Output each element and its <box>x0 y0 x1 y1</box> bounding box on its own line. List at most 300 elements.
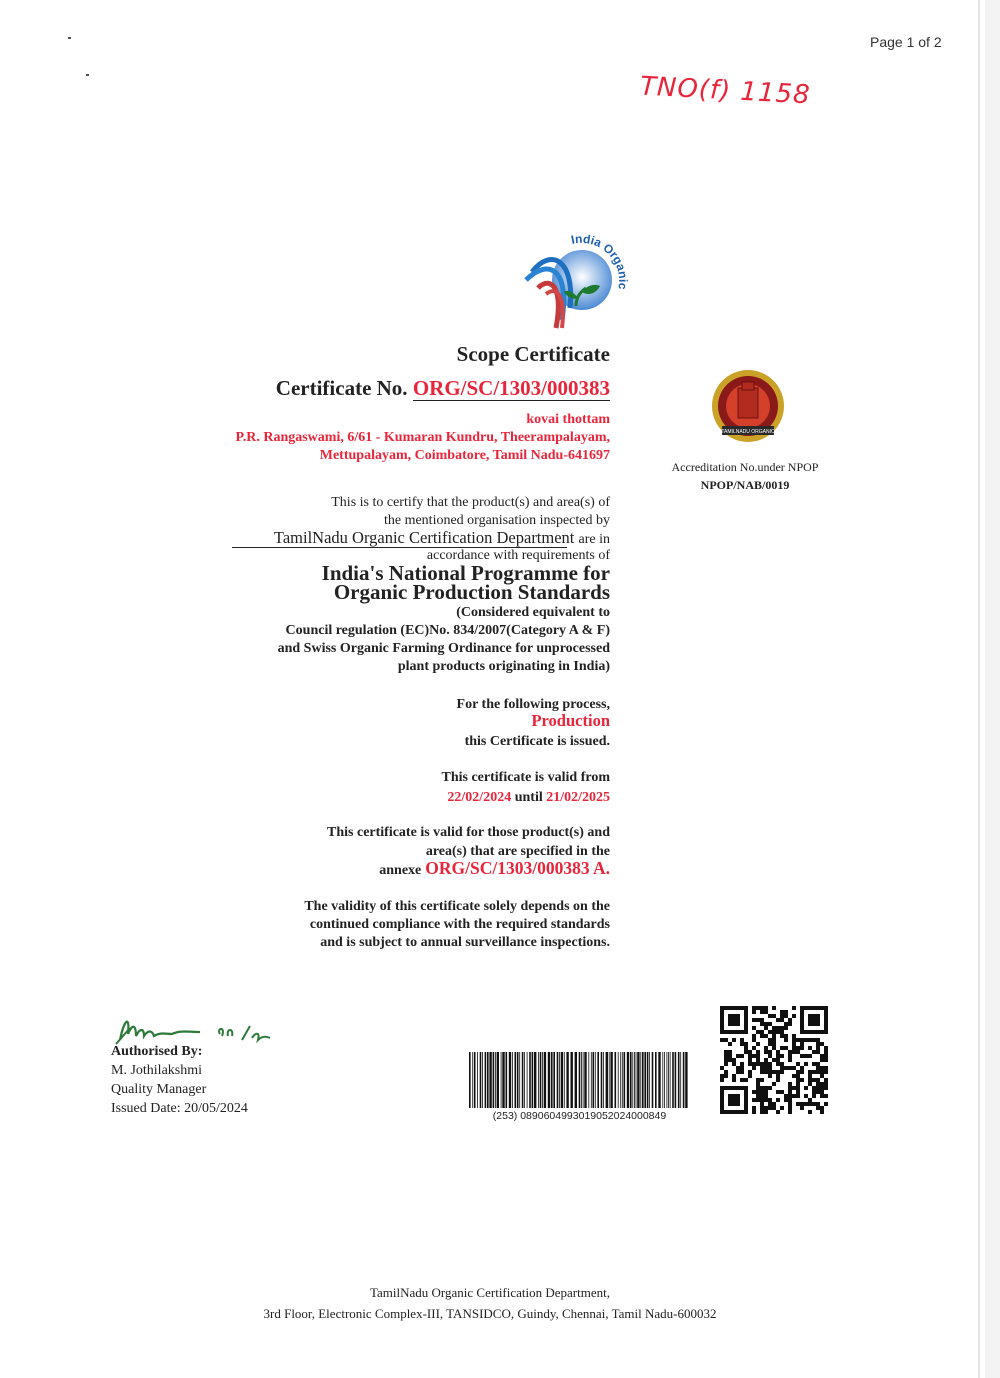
operator-address-line2: Mettupalayam, Coimbatore, Tamil Nadu-641697 <box>319 448 610 463</box>
qr-module <box>764 1094 768 1098</box>
qr-module <box>764 1046 768 1050</box>
page-number: Page 1 of 2 <box>870 34 942 50</box>
qr-module <box>784 1014 788 1018</box>
barcode-bar <box>644 1052 646 1108</box>
qr-module <box>812 1062 816 1066</box>
certificate-number-label: Certificate No. <box>275 376 408 400</box>
qr-module <box>792 1066 796 1070</box>
qr-module <box>728 1050 732 1054</box>
qr-module <box>788 1094 792 1098</box>
qr-module <box>784 1034 788 1038</box>
qr-module <box>740 1070 744 1074</box>
qr-finder-center <box>808 1014 820 1026</box>
qr-module <box>772 1034 776 1038</box>
qr-module <box>792 1038 796 1042</box>
qr-module <box>816 1082 820 1086</box>
qr-module <box>824 1086 828 1090</box>
qr-module <box>724 1038 728 1042</box>
qr-code <box>720 1006 828 1114</box>
qr-module <box>788 1050 792 1054</box>
footer-line-1: TamilNadu Organic Certification Department, <box>370 1285 610 1300</box>
qr-module <box>804 1054 808 1058</box>
qr-module <box>816 1038 820 1042</box>
qr-module <box>788 1102 792 1106</box>
barcode-bar <box>559 1052 560 1108</box>
qr-module <box>772 1046 776 1050</box>
qr-module <box>760 1030 764 1034</box>
qr-module <box>752 1034 756 1038</box>
qr-module <box>732 1074 736 1078</box>
qr-module <box>792 1006 796 1010</box>
operator-name: kovai thottam <box>526 412 610 427</box>
scope-line-1: This certificate is valid for those product(s) and <box>327 825 610 840</box>
qr-module <box>752 1054 756 1058</box>
qr-module <box>760 1098 764 1102</box>
issued-date: Issued Date: 20/05/2024 <box>111 1101 248 1116</box>
barcode-bar <box>597 1052 599 1108</box>
barcode-bar <box>553 1052 555 1108</box>
qr-module <box>764 1050 768 1054</box>
qr-module <box>796 1046 800 1050</box>
qr-module <box>816 1090 820 1094</box>
barcode-bar <box>618 1052 619 1108</box>
qr-module <box>820 1094 824 1098</box>
qr-module <box>756 1090 760 1094</box>
qr-module <box>748 1070 752 1074</box>
qr-module <box>788 1106 792 1110</box>
qr-module <box>792 1050 796 1054</box>
qr-module <box>776 1018 780 1022</box>
india-organic-logo <box>520 228 630 338</box>
barcode-bar <box>670 1052 671 1108</box>
barcode-bar <box>640 1052 641 1108</box>
qr-module <box>800 1046 804 1050</box>
qr-module <box>728 1058 732 1062</box>
barcode-bar <box>502 1052 504 1108</box>
qr-module <box>804 1102 808 1106</box>
certify-line-1: This is to certify that the product(s) and area(s) of <box>331 495 610 510</box>
qr-module <box>816 1066 820 1070</box>
barcode-bar <box>561 1052 563 1108</box>
qr-module <box>772 1038 776 1042</box>
qr-module <box>820 1106 824 1110</box>
barcode-bar <box>527 1052 528 1108</box>
qr-module <box>724 1074 728 1078</box>
qr-module <box>756 1058 760 1062</box>
accreditation-label: Accreditation No.under NPOP <box>671 460 819 474</box>
qr-module <box>792 1086 796 1090</box>
qr-module <box>780 1014 784 1018</box>
qr-module <box>720 1074 724 1078</box>
barcode-bar <box>662 1052 663 1108</box>
qr-module <box>776 1074 780 1078</box>
qr-module <box>816 1050 820 1054</box>
valid-until-date: 21/02/2025 <box>546 790 610 805</box>
qr-module <box>724 1054 728 1058</box>
qr-module <box>784 1094 788 1098</box>
qr-module <box>760 1094 764 1098</box>
qr-module <box>800 1078 804 1082</box>
qr-module <box>724 1058 728 1062</box>
qr-module <box>784 1046 788 1050</box>
barcode-bar <box>542 1052 543 1108</box>
barcode-bar <box>668 1052 669 1108</box>
qr-module <box>796 1062 800 1066</box>
barcode-bar <box>591 1052 592 1108</box>
barcode-bar <box>579 1052 581 1108</box>
qr-module <box>796 1078 800 1082</box>
qr-module <box>784 1022 788 1026</box>
qr-module <box>744 1078 748 1082</box>
qr-module <box>756 1098 760 1102</box>
barcode-bar <box>551 1052 553 1108</box>
qr-module <box>776 1054 780 1058</box>
scanner-margin <box>985 0 1000 1378</box>
valid-from-label: This certificate is valid from <box>441 770 610 785</box>
qr-module <box>788 1082 792 1086</box>
qr-module <box>804 1062 808 1066</box>
barcode-bar <box>636 1052 637 1108</box>
qr-module <box>764 1086 768 1090</box>
scan-speck <box>68 37 71 39</box>
barcode-bar <box>672 1052 674 1108</box>
qr-module <box>808 1082 812 1086</box>
qr-module <box>764 1006 768 1010</box>
certificate-number-line <box>150 376 610 401</box>
qr-module <box>808 1070 812 1074</box>
qr-module <box>764 1110 768 1114</box>
qr-module <box>824 1082 828 1086</box>
qr-module <box>824 1050 828 1054</box>
qr-module <box>800 1066 804 1070</box>
qr-module <box>812 1050 816 1054</box>
standard-line-1: India's National Programme for <box>321 561 610 585</box>
qr-module <box>736 1054 740 1058</box>
qr-module <box>764 1098 768 1102</box>
barcode-bar <box>515 1052 517 1108</box>
barcode-bar <box>632 1052 633 1108</box>
qr-module <box>760 1022 764 1026</box>
equivalence-line-3: and Swiss Organic Farming Ordinance for unprocessed <box>277 641 610 656</box>
qr-module <box>768 1042 772 1046</box>
qr-module <box>800 1102 804 1106</box>
qr-module <box>800 1038 804 1042</box>
barcode-bar <box>544 1052 546 1108</box>
qr-module <box>740 1062 744 1066</box>
barcode-bar <box>512 1052 513 1108</box>
signatory-role: Quality Manager <box>111 1082 207 1097</box>
barcode-bar <box>472 1052 473 1108</box>
barcode-bar <box>588 1052 589 1108</box>
barcode-bar <box>517 1052 519 1108</box>
qr-module <box>820 1042 824 1046</box>
barcode-bar <box>642 1052 644 1108</box>
qr-module <box>756 1054 760 1058</box>
qr-module <box>760 1034 764 1038</box>
barcode-bar <box>655 1052 657 1108</box>
qr-module <box>780 1070 784 1074</box>
qr-module <box>812 1070 816 1074</box>
qr-module <box>764 1058 768 1062</box>
qr-module <box>776 1110 780 1114</box>
qr-module <box>812 1102 816 1106</box>
barcode-bar <box>538 1052 539 1108</box>
qr-module <box>788 1066 792 1070</box>
accreditation-block <box>640 458 850 494</box>
qr-module <box>788 1098 792 1102</box>
qr-module <box>740 1054 744 1058</box>
qr-module <box>792 1094 796 1098</box>
equivalence-line-2: Council regulation (EC)No. 834/2007(Category A & F) <box>285 623 610 638</box>
barcode-bar <box>647 1052 649 1108</box>
qr-module <box>752 1038 756 1042</box>
qr-module <box>816 1070 820 1074</box>
logo-text: India Organic <box>569 231 630 291</box>
qr-module <box>728 1042 732 1046</box>
barcode-bar <box>469 1052 471 1108</box>
qr-module <box>804 1038 808 1042</box>
qr-module <box>796 1070 800 1074</box>
barcode-bar <box>637 1052 639 1108</box>
barcode-bar <box>664 1052 665 1108</box>
barcode-bar <box>603 1052 604 1108</box>
qr-module <box>760 1062 764 1066</box>
qr-module <box>748 1054 752 1058</box>
qr-module <box>768 1074 772 1078</box>
inspector-name: TamilNadu Organic Certification Department <box>273 528 575 547</box>
barcode-bar <box>584 1052 586 1108</box>
barcode-bar <box>595 1052 596 1108</box>
qr-module <box>764 1066 768 1070</box>
barcode-bar <box>506 1052 508 1108</box>
qr-module <box>736 1066 740 1070</box>
qr-module <box>812 1090 816 1094</box>
qr-module <box>760 1066 764 1070</box>
scan-speck <box>86 74 89 76</box>
qr-module <box>768 1038 772 1042</box>
qr-module <box>796 1038 800 1042</box>
qr-module <box>824 1102 828 1106</box>
qr-module <box>744 1046 748 1050</box>
accreditation-number: NPOP/NAB/0019 <box>700 478 790 492</box>
qr-module <box>776 1090 780 1094</box>
validity-line-2: continued compliance with the required standards <box>309 917 610 932</box>
qr-module <box>812 1086 816 1090</box>
annex-line <box>150 858 610 879</box>
qr-module <box>780 1054 784 1058</box>
qr-module <box>768 1050 772 1054</box>
qr-module <box>808 1054 812 1058</box>
qr-module <box>800 1042 804 1046</box>
signatory-block <box>111 1042 248 1118</box>
qr-module <box>804 1086 808 1090</box>
barcode-bar <box>620 1052 621 1108</box>
qr-module <box>740 1066 744 1070</box>
qr-module <box>772 1014 776 1018</box>
qr-module <box>724 1050 728 1054</box>
certificate-title: Scope Certificate <box>456 342 610 366</box>
qr-module <box>780 1090 784 1094</box>
qr-module <box>752 1066 756 1070</box>
qr-module <box>756 1086 760 1090</box>
qr-module <box>756 1078 760 1082</box>
barcode-bar <box>622 1052 623 1108</box>
qr-module <box>764 1034 768 1038</box>
barcode-bar <box>495 1052 496 1108</box>
qr-module <box>752 1046 756 1050</box>
qr-module <box>784 1098 788 1102</box>
qr-module <box>768 1066 772 1070</box>
barcode-bar <box>534 1052 536 1108</box>
qr-module <box>736 1070 740 1074</box>
barcode-bar <box>634 1052 635 1108</box>
qr-module <box>728 1054 732 1058</box>
qr-module <box>756 1050 760 1054</box>
qr-module <box>764 1010 768 1014</box>
annex-label: annexe <box>379 863 422 878</box>
qr-module <box>824 1078 828 1082</box>
qr-module <box>812 1094 816 1098</box>
barcode-bar <box>519 1052 520 1108</box>
barcode-bar <box>609 1052 610 1108</box>
qr-module <box>776 1026 780 1030</box>
qr-module <box>808 1078 812 1082</box>
qr-module <box>760 1102 764 1106</box>
qr-module <box>796 1090 800 1094</box>
qr-module <box>788 1110 792 1114</box>
qr-module <box>732 1058 736 1062</box>
qr-module <box>780 1106 784 1110</box>
qr-module <box>756 1094 760 1098</box>
qr-module <box>720 1038 724 1042</box>
barcode-bar <box>652 1052 654 1108</box>
qr-module <box>764 1026 768 1030</box>
qr-module <box>756 1082 760 1086</box>
qr-module <box>824 1094 828 1098</box>
valid-from-date: 22/02/2024 <box>447 790 512 805</box>
qr-finder-center <box>728 1094 740 1106</box>
qr-module <box>768 1062 772 1066</box>
accordance-line: accordance with requirements of <box>426 548 610 563</box>
qr-module <box>724 1062 728 1066</box>
qr-module <box>784 1038 788 1042</box>
barcode-bar <box>571 1052 573 1108</box>
qr-module <box>772 1026 776 1030</box>
barcode-bar <box>477 1052 478 1108</box>
qr-module <box>812 1078 816 1082</box>
qr-module <box>752 1090 756 1094</box>
qr-module <box>740 1038 744 1042</box>
qr-module <box>776 1050 780 1054</box>
annex-number: ORG/SC/1303/000383 A. <box>425 858 610 878</box>
qr-module <box>752 1006 756 1010</box>
qr-module <box>816 1042 820 1046</box>
qr-module <box>816 1086 820 1090</box>
qr-module <box>792 1014 796 1018</box>
barcode-bar <box>601 1052 603 1108</box>
barcode-bar <box>532 1052 534 1108</box>
qr-module <box>740 1042 744 1046</box>
barcode-bar <box>566 1052 568 1108</box>
barcode-bar <box>474 1052 476 1108</box>
barcode-bar <box>649 1052 650 1108</box>
certify-line-2: the mentioned organisation inspected by <box>383 513 610 528</box>
qr-module <box>776 1098 780 1102</box>
process-outro: this Certificate is issued. <box>464 734 610 749</box>
qr-module <box>788 1086 792 1090</box>
qr-module <box>772 1106 776 1110</box>
qr-module <box>808 1110 812 1114</box>
qr-module <box>820 1086 824 1090</box>
qr-module <box>788 1018 792 1022</box>
qr-module <box>780 1034 784 1038</box>
barcode-bar <box>627 1052 629 1108</box>
process-intro: For the following process, <box>456 697 610 712</box>
barcode-bar <box>501 1052 502 1108</box>
qr-module <box>792 1042 796 1046</box>
barcode-bar <box>675 1052 677 1108</box>
qr-module <box>760 1090 764 1094</box>
qr-module <box>820 1110 824 1114</box>
barcode-bar <box>683 1052 685 1108</box>
validity-dates <box>150 789 610 807</box>
qr-module <box>772 1058 776 1062</box>
qr-module <box>796 1094 800 1098</box>
qr-module <box>720 1066 724 1070</box>
are-in-text: are in <box>578 532 610 547</box>
qr-module <box>820 1070 824 1074</box>
barcode-bar <box>489 1052 491 1108</box>
barcode-bar <box>615 1052 617 1108</box>
barcode-bar <box>524 1052 525 1108</box>
qr-finder-center <box>728 1014 740 1026</box>
barcode-bar <box>529 1052 531 1108</box>
qr-module <box>824 1070 828 1074</box>
qr-module <box>760 1018 764 1022</box>
barcode-bar <box>487 1052 489 1108</box>
qr-module <box>796 1050 800 1054</box>
qr-module <box>820 1074 824 1078</box>
qr-module <box>760 1078 764 1082</box>
standard-line-2: Organic Production Standards <box>333 580 610 604</box>
qr-module <box>768 1070 772 1074</box>
qr-module <box>808 1102 812 1106</box>
qr-module <box>776 1062 780 1066</box>
qr-module <box>784 1010 788 1014</box>
qr-module <box>824 1058 828 1062</box>
barcode-bar <box>680 1052 681 1108</box>
operator-address-line1: P.R. Rangaswami, 6/61 - Kumaran Kundru, Theerampalayam, <box>235 430 610 445</box>
qr-module <box>752 1110 756 1114</box>
qr-module <box>780 1026 784 1030</box>
qr-module <box>752 1010 756 1014</box>
tamilnadu-organic-seal <box>708 366 788 446</box>
qr-module <box>760 1086 764 1090</box>
qr-module <box>816 1078 820 1082</box>
qr-module <box>816 1102 820 1106</box>
qr-module <box>796 1086 800 1090</box>
qr-module <box>776 1058 780 1062</box>
qr-module <box>780 1018 784 1022</box>
barcode-bar <box>667 1052 668 1108</box>
barcode-bar <box>581 1052 582 1108</box>
qr-module <box>788 1054 792 1058</box>
qr-module <box>748 1062 752 1066</box>
qr-module <box>788 1058 792 1062</box>
barcode-bar <box>482 1052 483 1108</box>
barcode-bar <box>583 1052 584 1108</box>
qr-module <box>788 1090 792 1094</box>
